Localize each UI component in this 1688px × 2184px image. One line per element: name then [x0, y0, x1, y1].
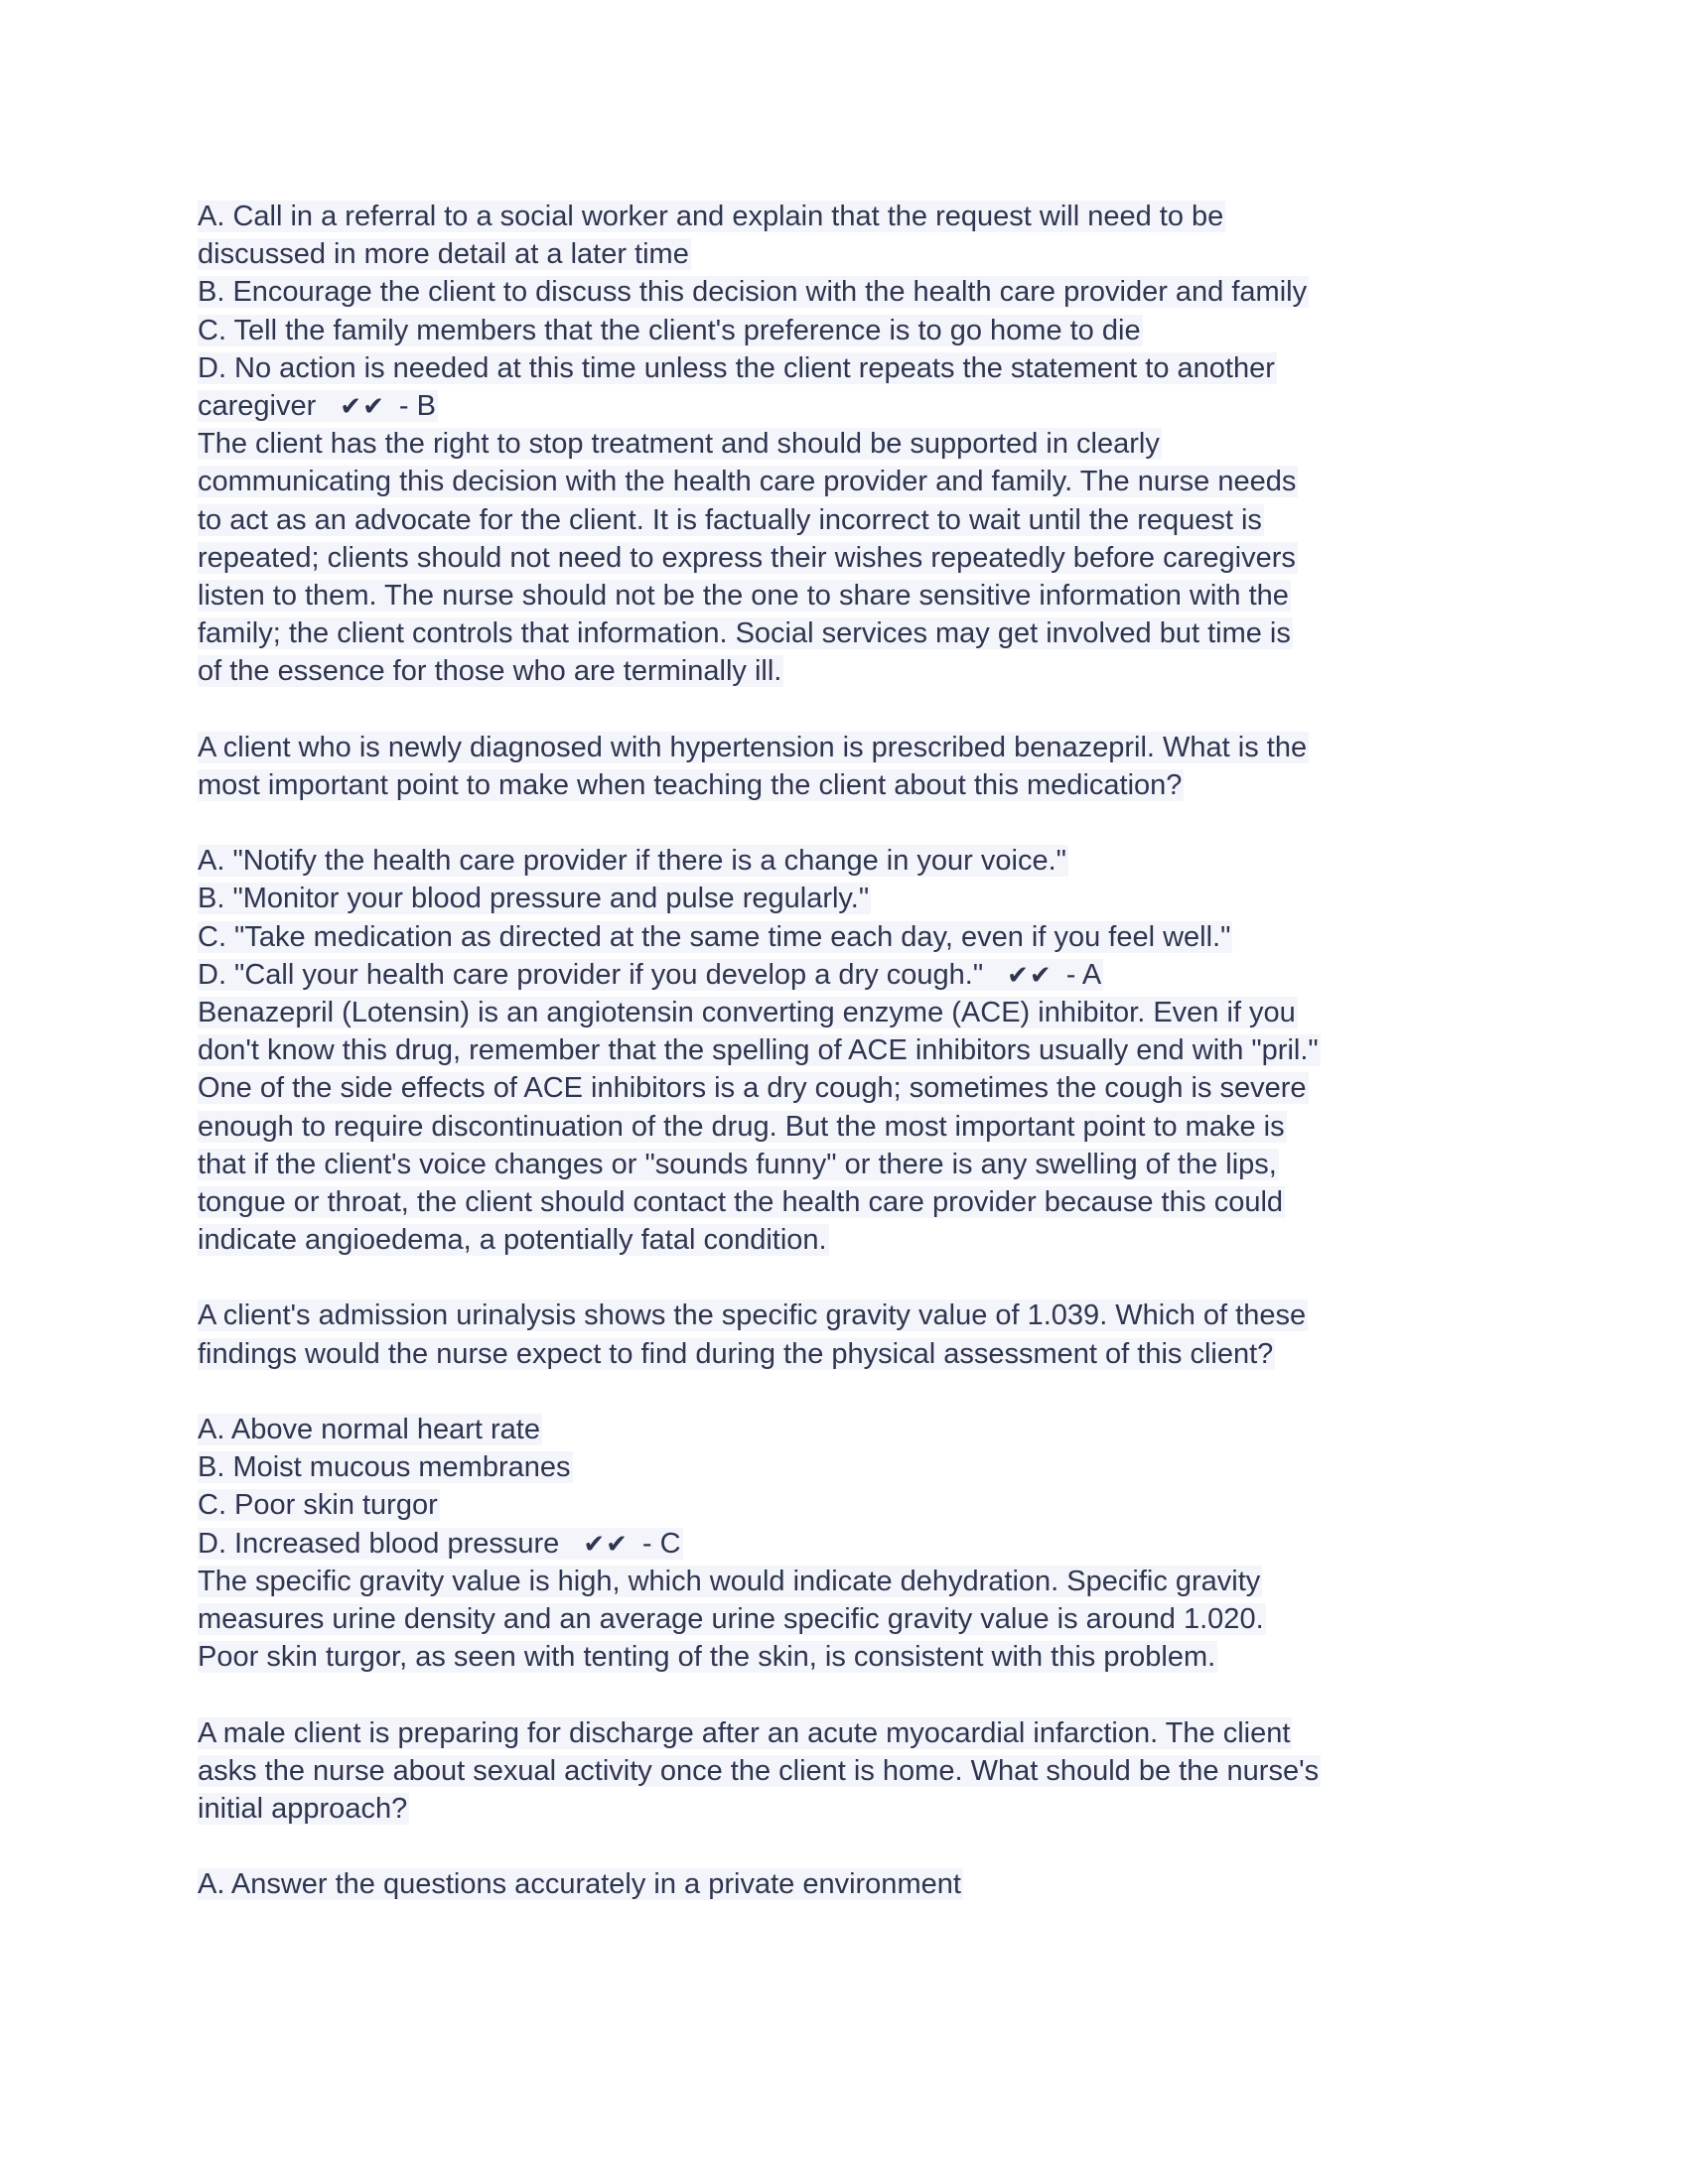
line-text: [198, 1868, 963, 1900]
line-text: [198, 352, 1277, 384]
line-text: listen to them. The nurse should not be the one to share sensitive information with the: [198, 579, 1289, 612]
line-text: [198, 238, 691, 270]
line-text: D. No action is needed at this time unless the client repeats the statement to another: [198, 351, 1275, 384]
text-line: [198, 198, 1508, 235]
line-text: C. Poor skin turgor: [198, 1489, 438, 1522]
text-line: [198, 880, 1508, 917]
text-line: [198, 956, 1508, 994]
line-text: that if the client's voice changes or "sounds funny" or there is any swelling of the lips,: [198, 1148, 1277, 1180]
line-text: to act as an advocate for the client. It is factually incorrect to wait until the request is: [198, 503, 1262, 536]
line-text: B. Moist mucous membranes: [198, 1451, 571, 1484]
line-text: A. Above normal heart rate: [198, 1414, 540, 1445]
line-text: don't know this drug, remember that the spelling of ACE inhibitors usually end with "pril.": [198, 1034, 1319, 1067]
line-text: [198, 1186, 1285, 1218]
text-line: [198, 1752, 1508, 1790]
text-line: [198, 1714, 1508, 1752]
line-text: [198, 921, 1232, 953]
line-text: A. "Notify the health care provider if there is a change in your voice.": [198, 845, 1066, 878]
line-text: [198, 201, 1225, 232]
line-text: [198, 315, 1143, 346]
document-body: [198, 198, 1508, 1903]
text-line: [198, 312, 1508, 349]
answer-line: [198, 959, 1103, 991]
line-text: [198, 732, 1309, 763]
line-text: [198, 1224, 829, 1256]
double-check-icon: ✔✔: [583, 1529, 629, 1560]
line-text: of the essence for those who are terminally ill.: [198, 655, 782, 688]
double-check-icon: ✔✔: [1007, 960, 1053, 991]
correct-answer-label: - A: [1065, 958, 1102, 991]
answer-line: [198, 390, 438, 422]
line-text: [198, 997, 1298, 1028]
line-text: C. "Take medication as directed at the same time each day, even if you feel well.": [198, 920, 1231, 953]
line-text: findings would the nurse expect to find during the physical assessment of this client?: [198, 1337, 1274, 1370]
text-line: [198, 842, 1508, 880]
text-line: [198, 1146, 1508, 1183]
line-text: [198, 1566, 1262, 1597]
line-text: indicate angioedema, a potentially fatal condition.: [198, 1224, 827, 1257]
text-line: [198, 1069, 1508, 1107]
text-line: [198, 1563, 1508, 1600]
line-text: communicating this decision with the health care provider and family. The nurse needs: [198, 466, 1297, 498]
line-text: asks the nurse about sexual activity once the client is home. What should be the nurse's: [198, 1754, 1320, 1787]
line-text: [198, 1338, 1275, 1370]
line-text: [198, 1603, 1266, 1635]
text-line: [198, 1525, 1508, 1563]
text-line: [198, 1221, 1508, 1259]
line-text: [198, 617, 1293, 649]
line-text: repeated; clients should not need to express their wishes repeatedly before caregivers: [198, 541, 1296, 574]
line-text: [198, 1793, 409, 1825]
text-line: [198, 1600, 1508, 1638]
blank-line: [198, 1259, 1508, 1297]
text-line: [198, 501, 1508, 539]
text-line: [198, 1335, 1508, 1373]
line-text: enough to require discontinuation of the drug. But the most important point to make is: [198, 1110, 1285, 1143]
double-check-icon: ✔✔: [340, 391, 385, 422]
blank-line: [198, 690, 1508, 728]
text-line: [198, 1486, 1508, 1524]
text-line: [198, 463, 1508, 500]
text-line: [198, 729, 1508, 766]
line-text: Benazepril (Lotensin) is an angiotensin converting enzyme (ACE) inhibitor. Even if you: [198, 996, 1296, 1028]
line-text: D. Increased blood pressure: [198, 1527, 560, 1560]
line-text: [198, 1149, 1279, 1180]
text-line: [198, 273, 1508, 311]
text-line: [198, 1448, 1508, 1486]
blank-line: [198, 1676, 1508, 1713]
line-text: most important point to make when teaching the client about this medication?: [198, 768, 1183, 801]
line-text: A client's admission urinalysis shows the specific gravity value of 1.039. Which of these: [198, 1299, 1307, 1332]
line-text: [198, 1717, 1292, 1749]
text-line: [198, 577, 1508, 614]
text-line: [198, 1183, 1508, 1221]
line-text: [198, 1299, 1308, 1331]
line-text: A. Call in a referral to a social worker and explain that the request will need to be: [198, 201, 1224, 232]
text-line: [198, 1865, 1508, 1903]
line-text: [198, 769, 1184, 801]
line-text: [198, 1641, 1217, 1673]
line-text: The specific gravity value is high, which would indicate dehydration. Specific gravity: [198, 1565, 1261, 1597]
line-text: A client who is newly diagnosed with hypertension is prescribed benazepril. What is the: [198, 731, 1308, 763]
line-text: One of the side effects of ACE inhibitors is a dry cough; sometimes the cough is severe: [198, 1072, 1307, 1105]
line-text: C. Tell the family members that the client's preference is to go home to die: [198, 314, 1141, 346]
line-text: [198, 845, 1068, 877]
text-line: [198, 918, 1508, 956]
line-text: A. Answer the questions accurately in a private environment: [198, 1868, 961, 1901]
line-text: discussed in more detail at a later time: [198, 238, 689, 271]
line-text: [198, 276, 1309, 308]
text-line: [198, 387, 1508, 425]
line-text: [198, 1755, 1321, 1787]
line-text: [198, 1414, 542, 1445]
blank-line: [198, 1373, 1508, 1411]
line-text: measures urine density and an average urine specific gravity value is around 1.020.: [198, 1602, 1264, 1635]
correct-answer-label: - C: [641, 1527, 681, 1560]
text-line: [198, 539, 1508, 577]
line-text: [198, 428, 1162, 460]
text-line: [198, 349, 1508, 387]
line-text: [198, 1451, 573, 1483]
line-text: A male client is preparing for discharge after an acute myocardial infarction. The client: [198, 1716, 1291, 1749]
text-line: [198, 1031, 1508, 1069]
line-text: Poor skin turgor, as seen with tenting of the skin, is consistent with this problem.: [198, 1641, 1216, 1674]
line-text: tongue or throat, the client should contact the health care provider because this could: [198, 1185, 1284, 1218]
line-text: The client has the right to stop treatment and should be supported in clearly: [198, 428, 1160, 461]
blank-line: [198, 804, 1508, 842]
text-line: [198, 994, 1508, 1031]
line-text: [198, 1111, 1287, 1143]
text-line: [198, 766, 1508, 804]
line-text: [198, 1489, 440, 1521]
text-line: [198, 1638, 1508, 1676]
line-text: B. "Monitor your blood pressure and pulse regularly.": [198, 883, 870, 915]
line-text: caregiver: [198, 389, 317, 422]
text-line: [198, 235, 1508, 273]
text-line: [198, 652, 1508, 690]
line-text: D. "Call your health care provider if you develop a dry cough.": [198, 958, 984, 991]
line-text: [198, 542, 1298, 574]
line-text: [198, 504, 1264, 536]
blank-line: [198, 1828, 1508, 1865]
line-text: [198, 655, 783, 687]
line-text: [198, 1034, 1321, 1066]
line-text: [198, 466, 1298, 497]
line-text: B. Encourage the client to discuss this decision with the health care provider and family: [198, 276, 1308, 309]
line-text: [198, 883, 871, 914]
correct-answer-label: - B: [398, 389, 436, 422]
line-text: [198, 580, 1291, 612]
line-text: initial approach?: [198, 1792, 408, 1825]
text-line: [198, 1108, 1508, 1146]
line-text: [198, 1072, 1309, 1104]
text-line: [198, 1411, 1508, 1448]
text-line: [198, 614, 1508, 652]
answer-line: [198, 1528, 683, 1560]
text-line: [198, 425, 1508, 463]
line-text: family; the client controls that information. Social services may get involved but time is: [198, 617, 1291, 650]
text-line: [198, 1790, 1508, 1828]
text-line: [198, 1297, 1508, 1334]
